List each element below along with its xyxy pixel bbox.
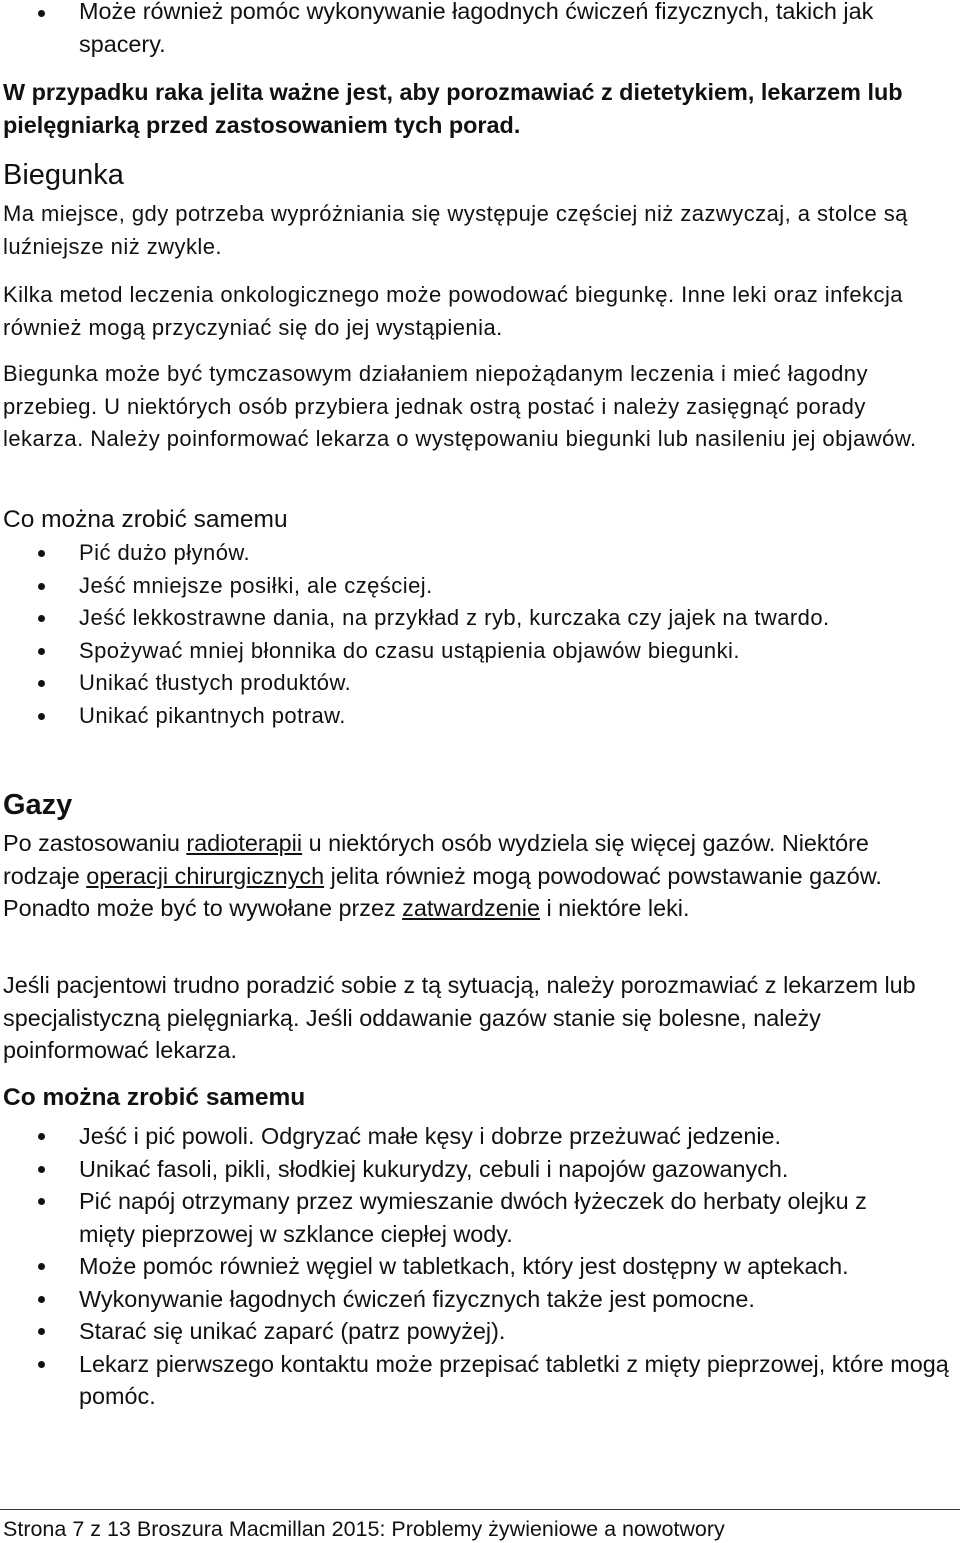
list-item: Starać się unikać zaparć (patrz powyżej). [0, 1315, 955, 1348]
page-footer [0, 1509, 960, 1543]
list-item: Pić dużo płynów. [0, 537, 880, 570]
biegunka-tips-list [0, 537, 880, 732]
list-item: Wykonywanie łagodnych ćwiczeń fizycznych także jest pomocne. [0, 1283, 955, 1316]
biegunka-self-help-heading: Co można zrobić samemu [3, 506, 288, 533]
gazy-advice: Jeśli pacjentowi trudno poradzić sobie z tą sytuacją, należy porozmawiać z lekarzem lub specjalistyczną pielęgniarką. Jeśli oddawanie gazów stanie się bolesne, należy poinformować lekarza. [3, 972, 916, 1063]
list-item: Unikać fasoli, pikli, słodkiej kukurydzy, cebuli i napojów gazowanych. [0, 1153, 955, 1186]
list-item [0, 0, 900, 60]
list-item: Jeść i pić powoli. Odgryzać małe kęsy i dobrze przeżuwać jedzenie. [0, 1120, 955, 1153]
biegunka-definition: Ma miejsce, gdy potrzeba wypróżniania się występuje częściej niż zazwyczaj, a stolce są luźniejsze niż zwykle. [3, 201, 908, 259]
bullet-icon [38, 1263, 45, 1270]
list-item: Unikać tłustych produktów. [0, 667, 880, 700]
list-item: Może pomóc również węgiel w tabletkach, który jest dostępny w aptekach. [0, 1250, 919, 1283]
bullet-icon [38, 615, 45, 622]
list-item: Unikać pikantnych potraw. [0, 700, 880, 733]
list-item: Spożywać mniej błonnika do czasu ustąpienia objawów biegunki. [0, 635, 880, 668]
biegunka-causes: Kilka metod leczenia onkologicznego może powodować biegunkę. Inne leki oraz infekcja również mogą przyczyniać się do jej wystąpienia. [3, 282, 903, 340]
warning-note: W przypadku raka jelita ważne jest, aby porozmawiać z dietetykiem, lekarzem lub pielęgniarką przed zastosowaniem tych porad. [3, 79, 903, 138]
bullet-icon [38, 713, 45, 720]
bullet-icon [38, 1133, 45, 1140]
section-heading-biegunka: Biegunka [3, 159, 124, 191]
bullet-icon [38, 10, 45, 17]
bullet-icon [38, 1296, 45, 1303]
bullet-icon [38, 1166, 45, 1173]
zatwardzenie-link[interactable]: zatwardzenie [402, 895, 540, 921]
radioterapia-link[interactable]: radioterapii [186, 830, 303, 856]
bullet-icon [38, 1198, 45, 1205]
bullet-icon [38, 583, 45, 590]
list-item: Jeść mniejsze posiłki, ale częściej. [0, 570, 880, 603]
operacje-chirurgiczne-link[interactable]: operacji chirurgicznych [86, 862, 325, 889]
list-item-text: Może również pomóc wykonywanie łagodnych ćwiczeń fizycznych, takich jak spacery. [79, 0, 874, 57]
list-item: Jeść lekkostrawne dania, na przykład z ryb, kurczaka czy jajek na twardo. [0, 602, 880, 635]
footer-text: Strona 7 z 13 Broszura Macmillan 2015: Problemy żywieniowe a nowotwory [3, 1517, 725, 1541]
continuation-list [0, 0, 900, 60]
bullet-icon [38, 550, 45, 557]
bullet-icon [38, 680, 45, 687]
gazy-causes: Po zastosowaniu radioterapii u niektórych osób wydziela się więcej gazów. Niektóre rodzaje operacji chirurgicznych jelita również mogą powodować powstawanie gazów. Ponadto może być to wywołane przez zatwardzenie i niektóre leki. [3, 830, 882, 921]
biegunka-info: Biegunka może być tymczasowym działaniem niepożądanym leczenia i mieć łagodny przebieg. U niektórych osób przybiera jednak ostrą postać i należy zasięgnąć porady lekarza. Należy poinformować lekarza o występowaniu biegunki lub nasileniu jej objawów. [3, 361, 917, 451]
gazy-self-help-heading: Co można zrobić samemu [3, 1084, 306, 1111]
list-item: Lekarz pierwszego kontaktu może przepisać tabletki z mięty pieprzowej, które mogą pomóc. [0, 1348, 955, 1413]
bullet-icon [38, 1328, 45, 1335]
bullet-icon [38, 648, 45, 655]
section-heading-gazy: Gazy [3, 789, 73, 821]
list-item: Pić napój otrzymany przez wymieszanie dwóch łyżeczek do herbaty olejku z mięty pieprzowej w szklance ciepłej wody. [0, 1185, 919, 1250]
bullet-icon [38, 1361, 45, 1368]
gazy-tips-list [0, 1120, 955, 1413]
